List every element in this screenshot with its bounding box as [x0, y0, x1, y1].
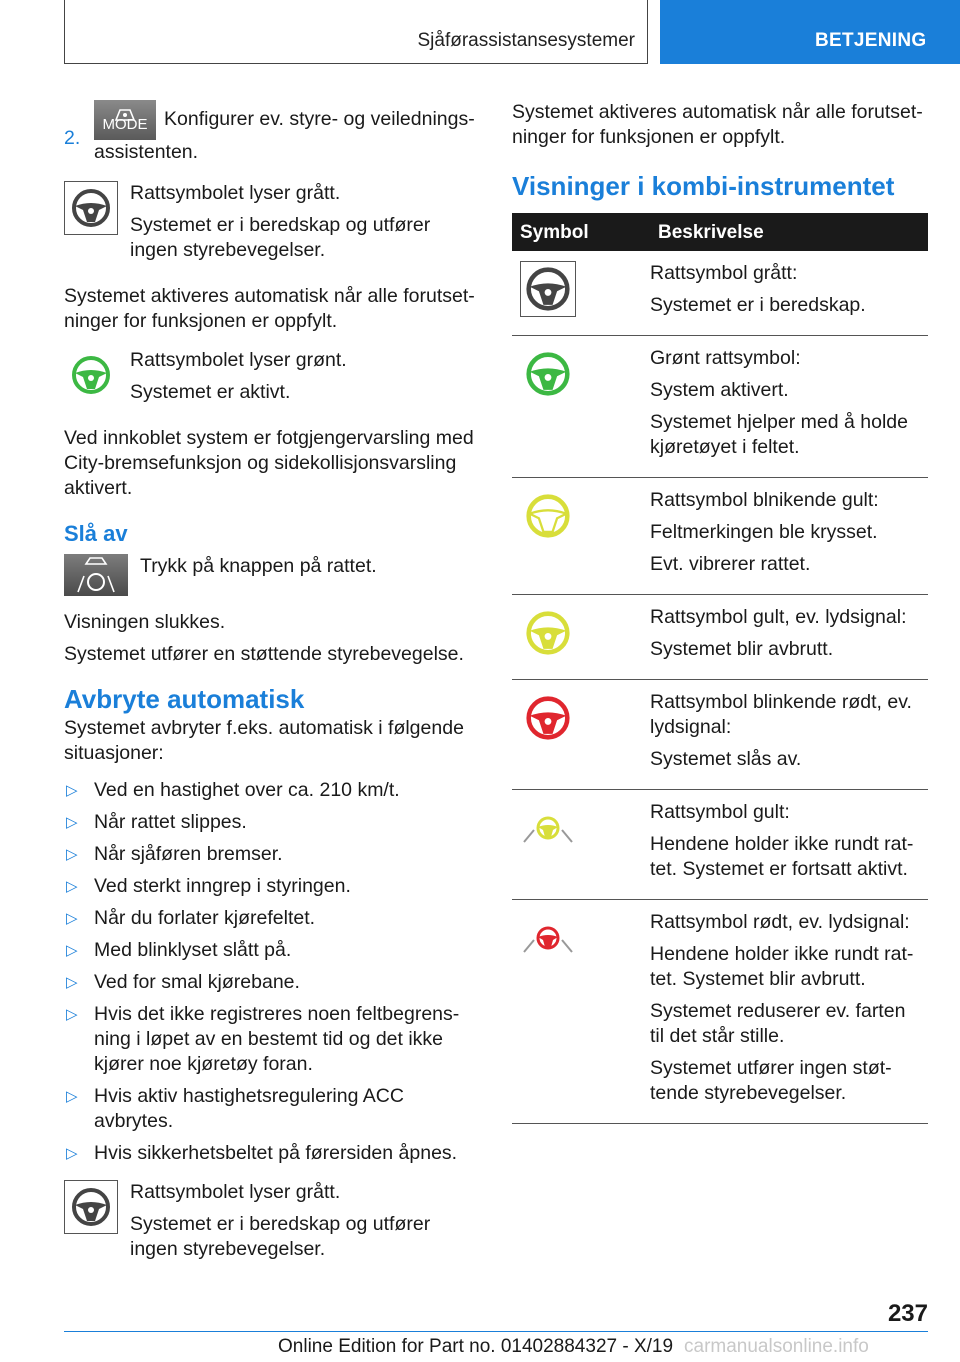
- description-line: Hendene holder ikke rundt rattet. Systemet blir avbrutt.: [650, 943, 914, 990]
- list-item: ▷ Hvis sikkerhetsbeltet på førersiden åpnes.: [66, 1142, 458, 1164]
- abort-intro: Systemet avbryter f.eks. automatisk i følgende situasjoner:: [64, 717, 464, 764]
- switch-off-heading: Slå av: [64, 521, 128, 546]
- page-number: 237: [887, 1300, 928, 1327]
- hands-wheel-yellow-icon: [520, 800, 576, 856]
- abort-heading: Avbryte automatisk: [64, 684, 305, 714]
- description-line: Hendene holder ikke rundt rattet. Systemet er fortsatt aktivt.: [650, 833, 914, 880]
- description-line: Rattsymbol blnikende gult:: [650, 489, 879, 511]
- col-description: Beskrivelse: [650, 213, 928, 251]
- description-line: Feltmerkingen ble krysset.: [650, 521, 878, 543]
- description-cell: [650, 478, 928, 595]
- description-line: Grønt rattsymbol:: [650, 347, 801, 369]
- grey-symbol-line2: Systemet er i beredskap og utfører ingen styrebevegelser.: [130, 214, 431, 261]
- mode-button-icon: [94, 100, 156, 140]
- list-item: ▷ Ved sterkt inngrep i styringen.: [66, 875, 351, 897]
- table-row: [512, 251, 928, 336]
- table-row: [512, 595, 928, 680]
- description-line: Rattsymbol rødt, ev. lydsignal:: [650, 911, 910, 933]
- symbol-cell: [512, 790, 650, 900]
- description-line: Systemet slås av.: [650, 748, 802, 770]
- steering-wheel-yellow-outline-icon: [520, 488, 576, 544]
- col-symbol: Symbol: [512, 213, 650, 251]
- description-cell: [650, 251, 928, 336]
- table-row: [512, 478, 928, 595]
- description-line: Systemet utfører ingen støttende styrebevegelser.: [650, 1057, 892, 1104]
- symbol-table: [512, 213, 928, 1124]
- watermark-text: carmanualsonline.info: [684, 1336, 869, 1357]
- table-row: [512, 790, 928, 900]
- table-row: [512, 900, 928, 1124]
- steering-button-icon: [64, 554, 128, 596]
- step-2: [64, 100, 478, 165]
- display-heading: Visninger i kombi-instrumentet: [512, 171, 895, 201]
- steering-wheel-grey-icon: [64, 181, 118, 235]
- mode-button-label: MODE: [102, 116, 148, 133]
- list-item: ▷ Med blinklyset slått på.: [66, 939, 292, 961]
- list-item: ▷ Når du forlater kjørefeltet.: [66, 907, 316, 929]
- description-line: Evt. vibrerer rattet.: [650, 553, 811, 575]
- right-auto-text: Systemet aktiveres automatisk når alle forutsetninger for funksjonen er oppfylt.: [512, 101, 923, 148]
- steering-wheel-red-icon: [520, 690, 576, 746]
- description-line: Systemet reduserer ev. farten til det står stille.: [650, 1000, 906, 1047]
- footer-divider: [64, 1331, 928, 1332]
- steering-wheel-yellow-icon: [520, 605, 576, 661]
- description-line: Systemet hjelper med å holde kjøretøyet i feltet.: [650, 411, 908, 458]
- auto-activation-text: Systemet aktiveres automatisk når alle forutsetninger for funksjonen er oppfylt.: [64, 285, 475, 332]
- list-item: ▷ Ved en hastighet over ca. 210 km/t.: [66, 779, 400, 801]
- steering-wheel-grey-icon: [64, 1180, 118, 1234]
- step-2-text: Konfigurer ev. styre- og veiledningsassistenten.: [94, 108, 475, 163]
- description-line: Rattsymbol gult:: [650, 801, 790, 823]
- steering-wheel-green-icon: [520, 346, 576, 402]
- description-line: Rattsymbol grått:: [650, 262, 798, 284]
- symbol-cell: [512, 478, 650, 595]
- header-section-title: Sjåførassistansesystemer: [417, 30, 635, 51]
- steering-wheel-grey-icon: [520, 261, 576, 317]
- grey-symbol-line1: Rattsymbolet lyser grått.: [130, 182, 341, 204]
- symbol-cell: [512, 251, 650, 336]
- step-number: 2.: [64, 127, 81, 149]
- table-row: [512, 336, 928, 478]
- symbol-cell: [512, 900, 650, 1124]
- steering-wheel-green-icon: [64, 348, 118, 402]
- description-line: Systemet blir avbrutt.: [650, 638, 834, 660]
- description-cell: [650, 900, 928, 1124]
- table-header-row: [512, 213, 928, 251]
- header-chapter-box: [660, 0, 960, 64]
- list-item: ▷ Når sjåføren bremser.: [66, 843, 283, 865]
- symbol-cell: [512, 595, 650, 680]
- edition-text: Online Edition for Part no. 01402884327 - X/19: [278, 1336, 674, 1357]
- table-row: [512, 680, 928, 790]
- header-section-box: [64, 0, 648, 64]
- grey-symbol-2-line1: Rattsymbolet lyser grått.: [130, 1181, 341, 1203]
- description-line: System aktivert.: [650, 379, 789, 401]
- green-symbol-line1: Rattsymbolet lyser grønt.: [130, 349, 347, 371]
- switch-off-p1: Visningen slukkes.: [64, 611, 226, 633]
- green-symbol-note: [64, 348, 478, 412]
- switch-off-button-text: Trykk på knappen på rattet.: [140, 555, 377, 577]
- right-column: [512, 100, 928, 1124]
- symbol-cell: [512, 336, 650, 478]
- description-cell: [650, 790, 928, 900]
- hands-wheel-red-icon: [520, 910, 576, 966]
- list-item: ▷ Ved for smal kjørebane.: [66, 971, 300, 993]
- switch-off-p2: Systemet utfører en støttende styrebevegelse.: [64, 643, 464, 665]
- list-item: ▷ Når rattet slippes.: [66, 811, 247, 833]
- header-chapter-title: BETJENING: [815, 30, 927, 51]
- list-item: ▷ Hvis det ikke registreres noen feltbegrensning i løpet av en bestemt tid og det ikke kjører noe kjøretøy foran.: [66, 1003, 460, 1075]
- grey-symbol-note-2: [64, 1180, 478, 1269]
- grey-symbol-note: [64, 181, 478, 270]
- left-column: [64, 100, 478, 1283]
- green-symbol-line2: Systemet er aktivt.: [130, 381, 291, 403]
- grey-symbol-2-line2: Systemet er i beredskap og utfører ingen styrebevegelser.: [130, 1213, 431, 1260]
- description-line: Systemet er i beredskap.: [650, 294, 866, 316]
- list-item: ▷ Hvis aktiv hastighetsregulering ACC avbrytes.: [66, 1085, 404, 1132]
- switch-off-button-row: [64, 554, 478, 596]
- description-cell: [650, 595, 928, 680]
- description-cell: [650, 336, 928, 478]
- description-line: Rattsymbol blinkende rødt, ev. lydsignal:: [650, 691, 912, 738]
- coupled-system-text: Ved innkoblet system er fotgjengervarsling med City-bremsefunksjon og sidekollisjonsvarsling aktivert.: [64, 427, 474, 499]
- symbol-cell: [512, 680, 650, 790]
- abort-list: [64, 778, 478, 1166]
- description-line: Rattsymbol gult, ev. lydsignal:: [650, 606, 907, 628]
- description-cell: [650, 680, 928, 790]
